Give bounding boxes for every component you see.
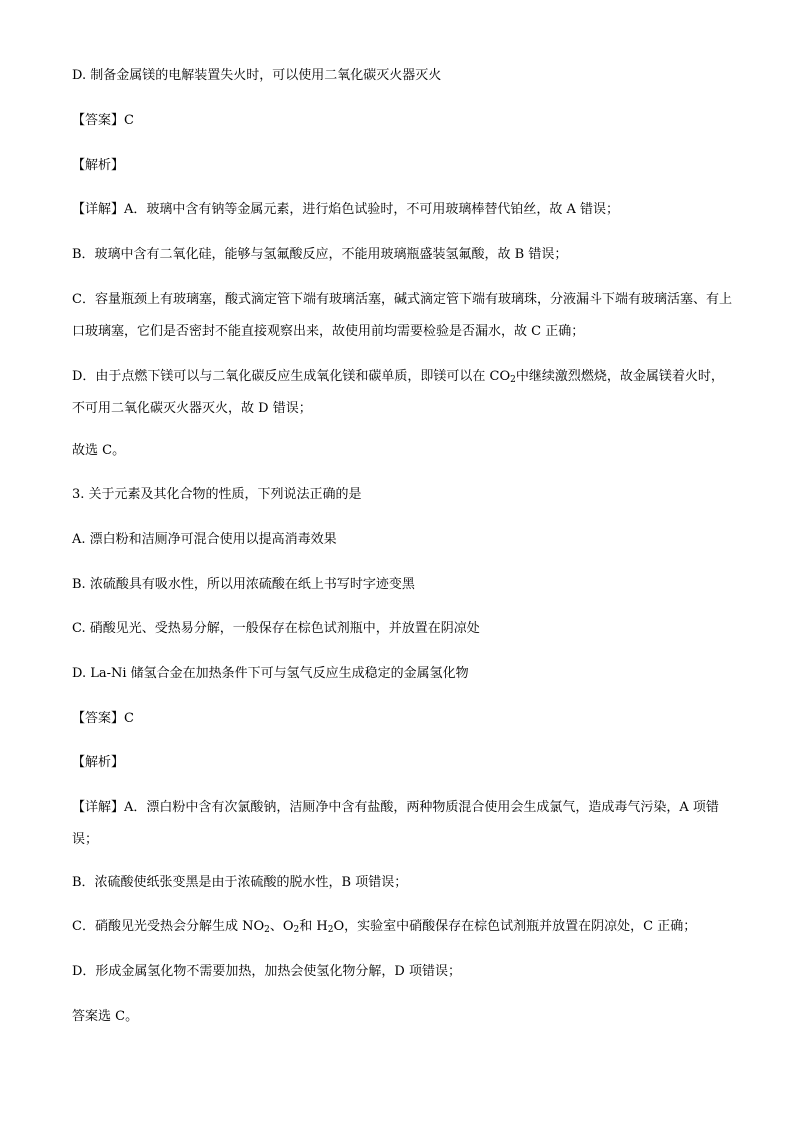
q3-detail-c-4: O，实验室中硝酸保存在棕色试剂瓶并放置在阴凉处，C 正确； (333, 919, 697, 934)
q2-conclusion: 故选 C。 (72, 443, 126, 458)
q2-detail-d-post: 中继续激烈燃烧，故金属镁着火时，不可用二氧化碳灭火器灭火，故 D 错误； (72, 369, 724, 416)
q3-detail-c-1: C．硝酸见光受热会分解生成 NO (72, 919, 265, 934)
q3-option-c: C. 硝酸见光、受热易分解，一般保存在棕色试剂瓶中，并放置在阴凉处 (72, 621, 480, 636)
q2-detail-c: C．容量瓶颈上有玻璃塞，酸式滴定管下端有玻璃活塞，碱式滴定管下端有玻璃珠，分液漏斗下端有玻璃活塞、有上口玻璃塞，它们是否密封不能直接观察出来，故使用前均需要检验是否漏水，故 C 正确； (72, 292, 732, 339)
q3-detail-b: B．浓硫酸使纸张变黑是由于浓硫酸的脱水性，B 项错误； (72, 875, 408, 890)
q2-detail-d-pre: D．由于点燃下镁可以与二氧化碳反应生成氧化镁和碳单质，即镁可以在 CO (72, 369, 511, 384)
q3-analysis-heading: 【解析】 (72, 755, 125, 770)
q3-answer: 【答案】C (72, 711, 134, 726)
q3-option-d: D. La-Ni 储氢合金在加热条件下可与氢气反应生成稳定的金属氢化物 (72, 666, 469, 681)
q2-detail-b: B．玻璃中含有二氧化硅，能够与氢氟酸反应，不能用玻璃瓶盛装氢氟酸，故 B 错误； (72, 247, 568, 262)
q3-detail-c-sub1: 2 (264, 925, 270, 935)
q2-detail-a: 【详解】A．玻璃中含有钠等金属元素，进行焰色试验时，不可用玻璃棒替代铂丝，故 A 错误； (72, 202, 620, 217)
q3-detail-d: D．形成金属氢化物不需要加热，加热会使氢化物分解，D 项错误； (72, 964, 461, 979)
q3-conclusion: 答案选 C。 (72, 1009, 139, 1024)
q2-option-d: D. 制备金属镁的电解装置失火时，可以使用二氧化碳灭火器灭火 (72, 68, 442, 83)
q3-detail-c (72, 918, 696, 936)
q2-detail-d-sub: 2 (510, 375, 516, 385)
q3-detail-c-sub3: 2 (327, 925, 334, 935)
q3-stem: 3. 关于元素及其化合物的性质，下列说法正确的是 (72, 487, 362, 502)
q3-detail-c-sub2: 2 (293, 925, 300, 935)
q3-option-a: A. 漂白粉和洁厕净可混合使用以提高消毒效果 (72, 532, 337, 547)
q3-detail-a: 【详解】A．漂白粉中含有次氯酸钠，洁厕净中含有盐酸，两种物质混合使用会生成氯气，造成毒气污染，A 项错误； (72, 800, 719, 847)
q2-analysis-heading: 【解析】 (72, 158, 125, 173)
q3-detail-c-3: 和 H (299, 919, 328, 934)
q3-option-b: B. 浓硫酸具有吸水性，所以用浓硫酸在纸上书写时字迹变黑 (72, 577, 415, 592)
q2-answer: 【答案】C (72, 113, 134, 128)
q3-detail-c-2: 、O (269, 919, 294, 934)
q2-detail-d (72, 361, 732, 425)
